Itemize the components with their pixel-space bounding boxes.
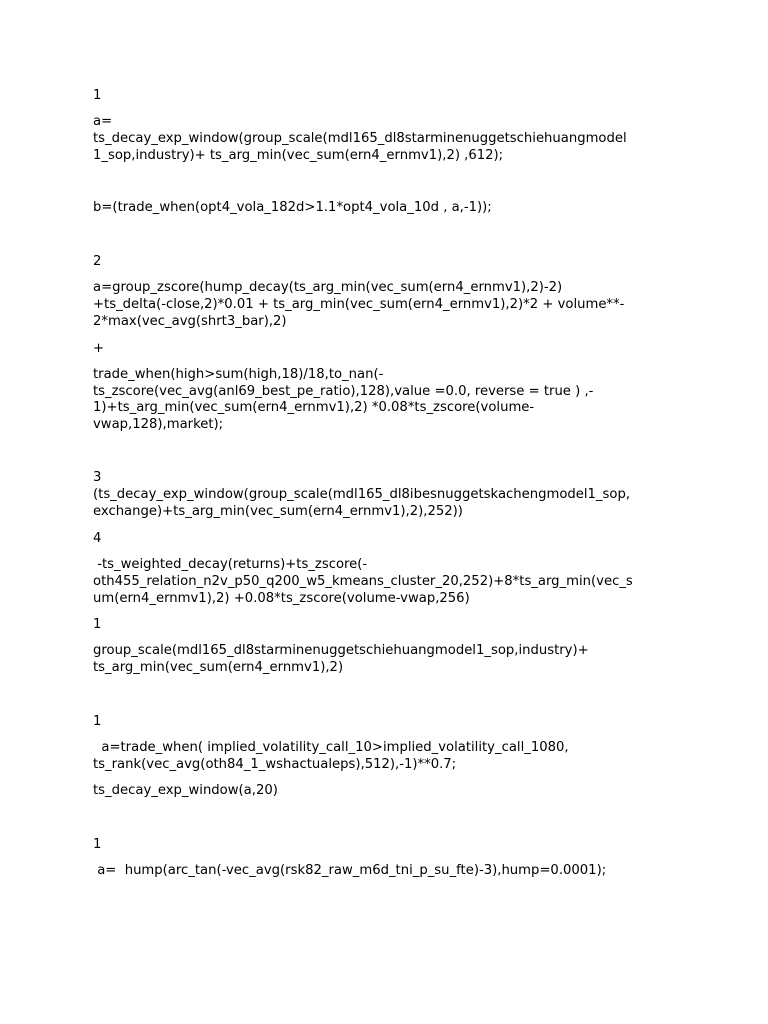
line-29: 1 [93,837,102,852]
line-24: ts_arg_min(vec_sum(ern4_ernmv1),2) [93,660,344,675]
line-28: ts_decay_exp_window(a,20) [93,783,278,798]
line-20: oth455_relation_n2v_p50_q200_w5_kmeans_cluster_20,252)+8*ts_arg_min(vec_s [93,574,633,589]
line-25: 1 [93,714,102,729]
line-3: ts_decay_exp_window(group_scale(mdl165_dl8starminenuggetschiehuangmodel [93,131,627,146]
line-19: -ts_weighted_decay(returns)+ts_zscore(- [93,557,368,572]
line-2: a= [93,114,113,129]
line-23: group_scale(mdl165_dl8starminenuggetschiehuangmodel1_sop,industry)+ [93,643,589,658]
line-14: vwap,128),market); [93,417,224,432]
line-16: (ts_decay_exp_window(group_scale(mdl165_dl8ibesnuggetskachengmodel1_sop, [93,487,631,502]
line-21: um(ern4_ernmv1),2) +0.08*ts_zscore(volume-vwap,256) [93,591,470,606]
line-10: + [93,341,105,356]
line-12: ts_zscore(vec_avg(anl69_best_pe_ratio),128),value =0.0, reverse = true ) ,- [93,384,594,399]
line-7: a=group_zscore(hump_decay(ts_arg_min(vec_sum(ern4_ernmv1),2)-2) [93,280,563,295]
line-26: a=trade_when( implied_volatility_call_10>implied_volatility_call_1080, [93,740,569,755]
line-9: 2*max(vec_avg(shrt3_bar),2) [93,314,287,329]
line-6: 2 [93,254,102,269]
line-11: trade_when(high>sum(high,18)/18,to_nan(- [93,367,384,382]
line-4: 1_sop,industry)+ ts_arg_min(vec_sum(ern4_ernmv1),2) ,612); [93,148,504,163]
line-1: 1 [93,88,102,103]
line-8: +ts_delta(-close,2)*0.01 + ts_arg_min(vec_sum(ern4_ernmv1),2)*2 + volume**- [93,297,625,312]
line-30: a= hump(arc_tan(-vec_avg(rsk82_raw_m6d_tni_p_su_fte)-3),hump=0.0001); [93,863,607,878]
line-15: 3 [93,470,102,485]
line-18: 4 [93,531,102,546]
line-22: 1 [93,617,102,632]
line-17: exchange)+ts_arg_min(vec_sum(ern4_ernmv1),2),252)) [93,504,463,519]
line-27: ts_rank(vec_avg(oth84_1_wshactualeps),512),-1)**0.7; [93,757,457,772]
line-13: 1)+ts_arg_min(vec_sum(ern4_ernmv1),2) *0.08*ts_zscore(volume- [93,400,535,415]
line-5: b=(trade_when(opt4_vola_182d>1.1*opt4_vola_10d , a,-1)); [93,200,492,215]
